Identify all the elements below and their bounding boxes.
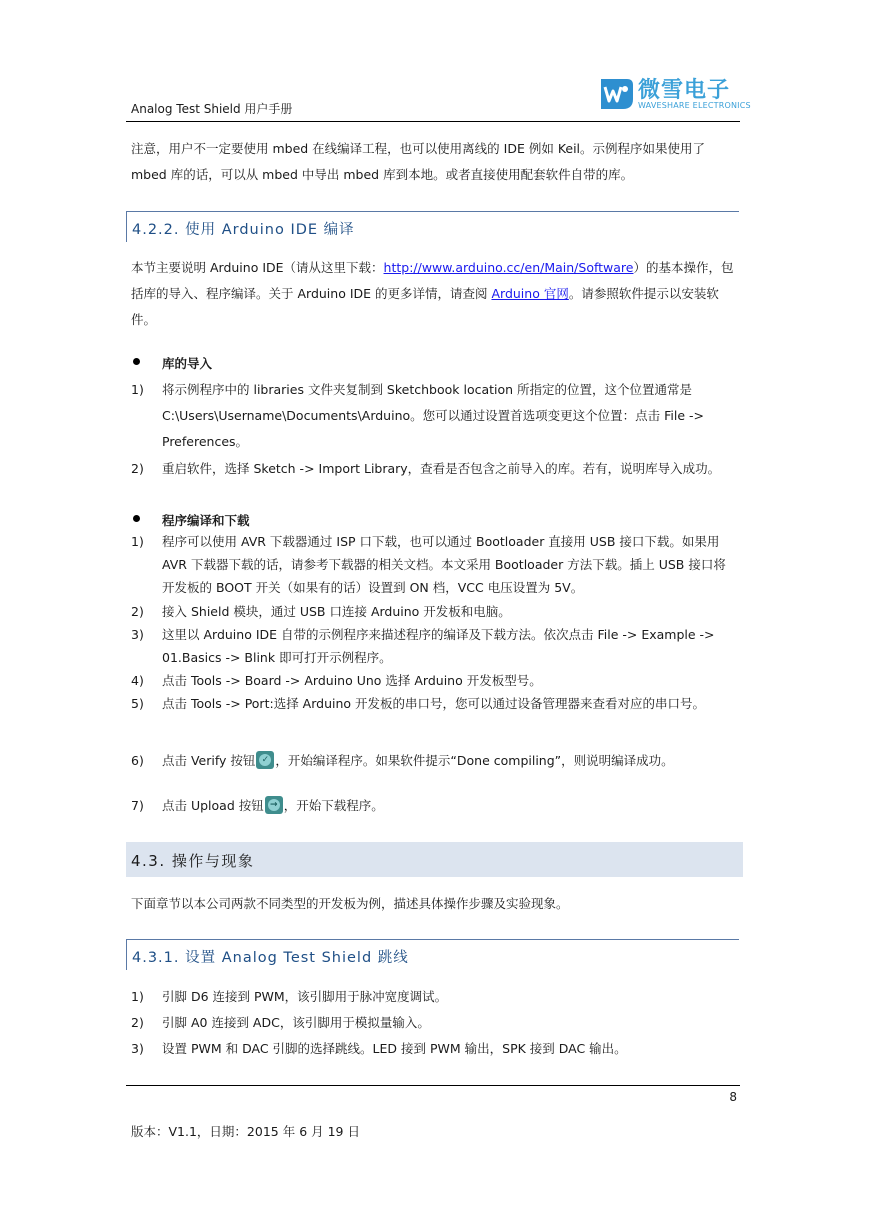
item-text: [162, 794, 737, 817]
item-text: 程序可以使用 AVR 下载器通过 ISP 口下载，也可以通过 Bootloader 直接用 USB 接口下载。如果用 AVR 下载器下载的话，请参考下载器的相关文档。本文采用 Bootloader 方法下载。插上 USB 接口将开发板的 BOOT 开关（如果有的话）设置到 ON 档，VCC 电压设置为 5V。: [162, 534, 726, 595]
item-number: 1): [131, 382, 144, 397]
footer-divider: [126, 1085, 740, 1086]
bullet-library-import-text: 库的导入: [162, 356, 213, 371]
item-text: 点击 Tools -> Port:选择 Arduino 开发板的串口号，您可以通过设备管理器来查看对应的串口号。: [162, 696, 706, 711]
heading-4-2-2-text: 4.2.2. 使用 Arduino IDE 编译: [132, 222, 355, 238]
bullet-compile-download-text: 程序编译和下载: [162, 513, 250, 528]
arduino-official-site-link[interactable]: Arduino 官网: [491, 286, 569, 301]
bullet-dot-icon: [133, 358, 140, 365]
heading-4-2-2: [126, 211, 739, 242]
verify-text-post: ，开始编译程序。如果软件提示“Done compiling”，则说明编译成功。: [275, 753, 674, 768]
verify-button-icon: ✓: [256, 751, 274, 769]
arduino-intro-text-1: 本节主要说明 Arduino IDE（请从这里下载：: [131, 260, 384, 275]
intro-note: 注意，用户不一定要使用 mbed 在线编译工程，也可以使用离线的 IDE 例如 Keil。示例程序如果使用了 mbed 库的话，可以从 mbed 中导出 mbed 库到本地。或者直接使用配套软件自带的库。: [131, 141, 706, 182]
upload-text-post: ，开始下载程序。: [283, 798, 384, 813]
page-number: 8: [729, 1090, 737, 1104]
item-number: 5): [131, 696, 144, 711]
header-title: Analog Test Shield 用户手册: [131, 102, 293, 116]
heading-4-3-1-text: 4.3.1. 设置 Analog Test Shield 跳线: [132, 950, 409, 966]
arduino-download-link[interactable]: http://www.arduino.cc/en/Main/Software: [383, 260, 634, 275]
section-4-3-paragraph: 下面章节以本公司两款不同类型的开发板为例，描述具体操作步骤及实验现象。: [131, 896, 569, 911]
arduino-intro-text-2: ）的基本操作，包括库的导入、程序编译。关于 Arduino IDE 的更多详情，请查阅: [131, 260, 734, 301]
arduino-intro-text-3: 。请参照软件提示以安装软件。: [131, 286, 719, 327]
logo-english-text: WAVESHARE ELECTRONICS: [638, 101, 751, 110]
item-number: 2): [131, 604, 144, 619]
verify-text-pre: 点击 Verify 按钮: [162, 753, 256, 768]
arduino-intro-paragraph: [131, 255, 737, 333]
item-number: 6): [131, 753, 144, 768]
item-number: 1): [131, 534, 144, 549]
item-number: 4): [131, 673, 144, 688]
item-text: 这里以 Arduino IDE 自带的示例程序来描述程序的编译及下载方法。依次点击 File -> Example -> 01.Basics -> Blink 即可打开示例程序。: [162, 627, 715, 665]
heading-4-3-1: [126, 939, 739, 970]
waveshare-logo: [597, 73, 751, 115]
item-number: 3): [131, 1041, 144, 1056]
item-text: 引脚 A0 连接到 ADC，该引脚用于模拟量输入。: [162, 1015, 430, 1030]
item-text: 点击 Tools -> Board -> Arduino Uno 选择 Arduino 开发板型号。: [162, 673, 542, 688]
upload-text-pre: 点击 Upload 按钮: [162, 798, 264, 813]
waveshare-logo-icon: [597, 75, 635, 113]
upload-button-icon: →: [265, 796, 283, 814]
item-text: 重启软件，选择 Sketch -> Import Library，查看是否包含之前导入的库。若有，说明库导入成功。: [162, 461, 721, 476]
item-text: [162, 749, 737, 772]
header-divider: [126, 121, 740, 122]
item-number: 1): [131, 989, 144, 1004]
logo-chinese-text: 微雪电子: [638, 78, 731, 103]
bullet-dot-icon: [133, 515, 140, 522]
item-text: 引脚 D6 连接到 PWM，该引脚用于脉冲宽度调试。: [162, 989, 448, 1004]
heading-4-3: [126, 842, 743, 877]
item-text: 接入 Shield 模块，通过 USB 口连接 Arduino 开发板和电脑。: [162, 604, 511, 619]
item-text: 设置 PWM 和 DAC 引脚的选择跳线。LED 接到 PWM 输出，SPK 接到 DAC 输出。: [162, 1041, 627, 1056]
version-info: 版本：V1.1，日期：2015 年 6 月 19 日: [131, 1124, 360, 1139]
item-number: 7): [131, 798, 144, 813]
item-number: 2): [131, 1015, 144, 1030]
item-number: 3): [131, 627, 144, 642]
item-number: 2): [131, 461, 144, 476]
heading-4-3-text: 4.3. 操作与现象: [131, 852, 255, 870]
item-text: 将示例程序中的 libraries 文件夹复制到 Sketchbook location 所指定的位置，这个位置通常是 C:\Users\Username\Documents\Arduino。您可以通过设置首选项变更这个位置：点击 File -> Preferences。: [162, 382, 704, 449]
